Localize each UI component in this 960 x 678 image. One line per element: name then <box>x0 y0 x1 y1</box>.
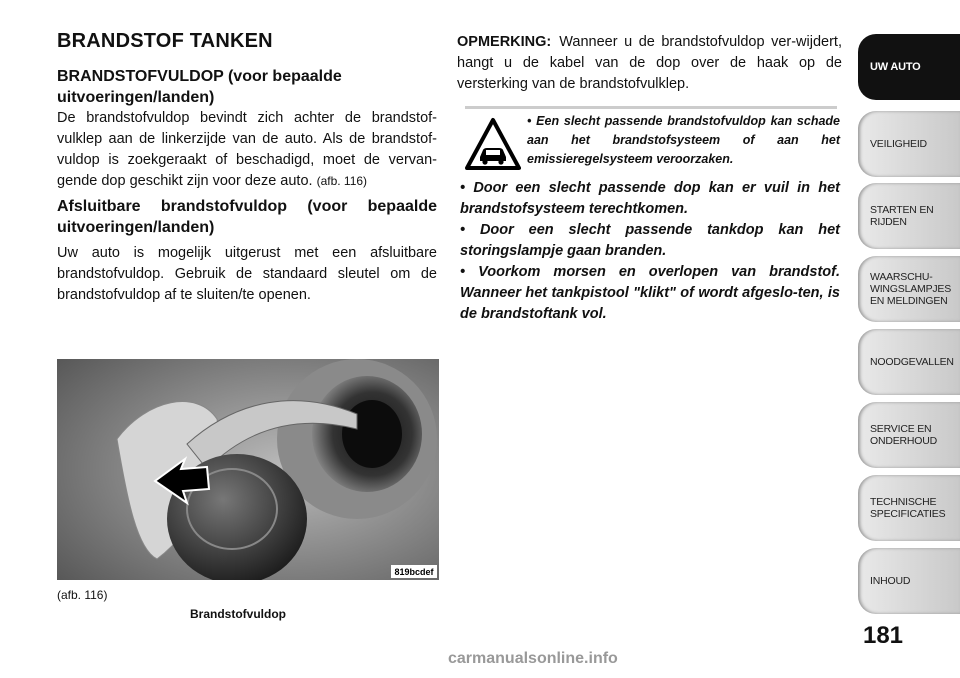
subsection-title: BRANDSTOFVULDOP (voor bepaalde uitvoeringen/landen) <box>57 68 342 106</box>
sidebar-tab-starten-en-rijden[interactable] <box>858 183 960 249</box>
sidebar-tab-label: STARTEN EN RIJDEN <box>870 204 934 228</box>
lockable-cap-paragraph: Uw auto is mogelijk uitgerust met een afsluitbare brandstofvuldop. Gebruik de standaard sleutel om de brandstofvuldop af te sluiten/te openen. <box>57 245 437 303</box>
sidebar-tab-label: VEILIGHEID <box>870 138 927 150</box>
sidebar-tab-label: WAARSCHU- WINGSLAMPJES EN MELDINGEN <box>870 271 952 307</box>
page-number: 181 <box>862 622 904 649</box>
note-label: OPMERKING: <box>457 34 552 50</box>
fuel-cap-photo <box>57 359 439 580</box>
sidebar-tab-noodgevallen[interactable] <box>858 329 960 395</box>
sidebar-tab-label: NOODGEVALLEN <box>870 356 954 368</box>
warning-item-2: • Door een slecht passende dop kan er vuil in het brandstofsysteem terechtkomen. <box>460 180 840 217</box>
warning-divider <box>465 106 837 109</box>
sidebar-tab-uw-auto[interactable] <box>858 34 960 100</box>
warning-car-icon <box>465 117 521 171</box>
sidebar-tab-label: UW AUTO <box>870 61 921 73</box>
figure-ref: (afb. 116) <box>57 588 108 602</box>
section-title: BRANDSTOF TANKEN <box>57 30 273 52</box>
warning-item-1: • Een slecht passende brandstofvuldop kan schade aan het brandstofsysteem of aan het emissieregelsysteem veroorzaken. <box>527 114 840 166</box>
sidebar-tab-label: SERVICE EN ONDERHOUD <box>870 423 938 447</box>
note-paragraph <box>457 32 842 95</box>
warning-item-3: • Door een slecht passende tankdop kan het storingslampje gaan branden. <box>460 222 840 259</box>
sidebar-tab-technische-specificaties[interactable] <box>858 475 960 541</box>
figure-caption: Brandstofvuldop <box>190 607 286 621</box>
sidebar-tab-service-en-onderhoud[interactable] <box>858 402 960 468</box>
intro-paragraph <box>57 108 437 192</box>
figure-code: 819bcdef <box>394 567 434 577</box>
sidebar-tab-veiligheid[interactable] <box>858 111 960 177</box>
sidebar-tab-inhoud[interactable] <box>858 548 960 614</box>
subsection-title-lockable: Afsluitbare brandstofvuldop (voor bepaalde uitvoeringen/landen) <box>57 198 437 236</box>
sidebar-tab-label: INHOUD <box>870 575 911 587</box>
watermark: carmanualsonline.info <box>448 650 618 667</box>
warning-item-4: • Voorkom morsen en overlopen van brandstof. Wanneer het tankpistool "klikt" of wordt afgeslo-ten, is de brandstoftank vol. <box>460 264 840 322</box>
intro-text: De brandstofvuldop bevindt zich achter de brandstof-vulklep aan de linkerzijde van de auto. Als de brandstof-vuldop is zoekgeraakt of beschadigd, moet de vervan-gende dop geschikt zijn voor deze auto. <box>57 110 437 189</box>
warning-list <box>460 178 840 325</box>
figure-reference: (afb. 116) <box>316 174 368 188</box>
sidebar-tab-waarschuwingslampjes[interactable] <box>858 256 960 322</box>
sidebar-tab-label: TECHNISCHE SPECIFICATIES <box>870 496 946 520</box>
note-text: Wanneer u de brandstofvuldop ver-wijdert, hangt u de kabel van de dop over de haak op de versterking van de brandstofvulklep. <box>457 34 842 92</box>
